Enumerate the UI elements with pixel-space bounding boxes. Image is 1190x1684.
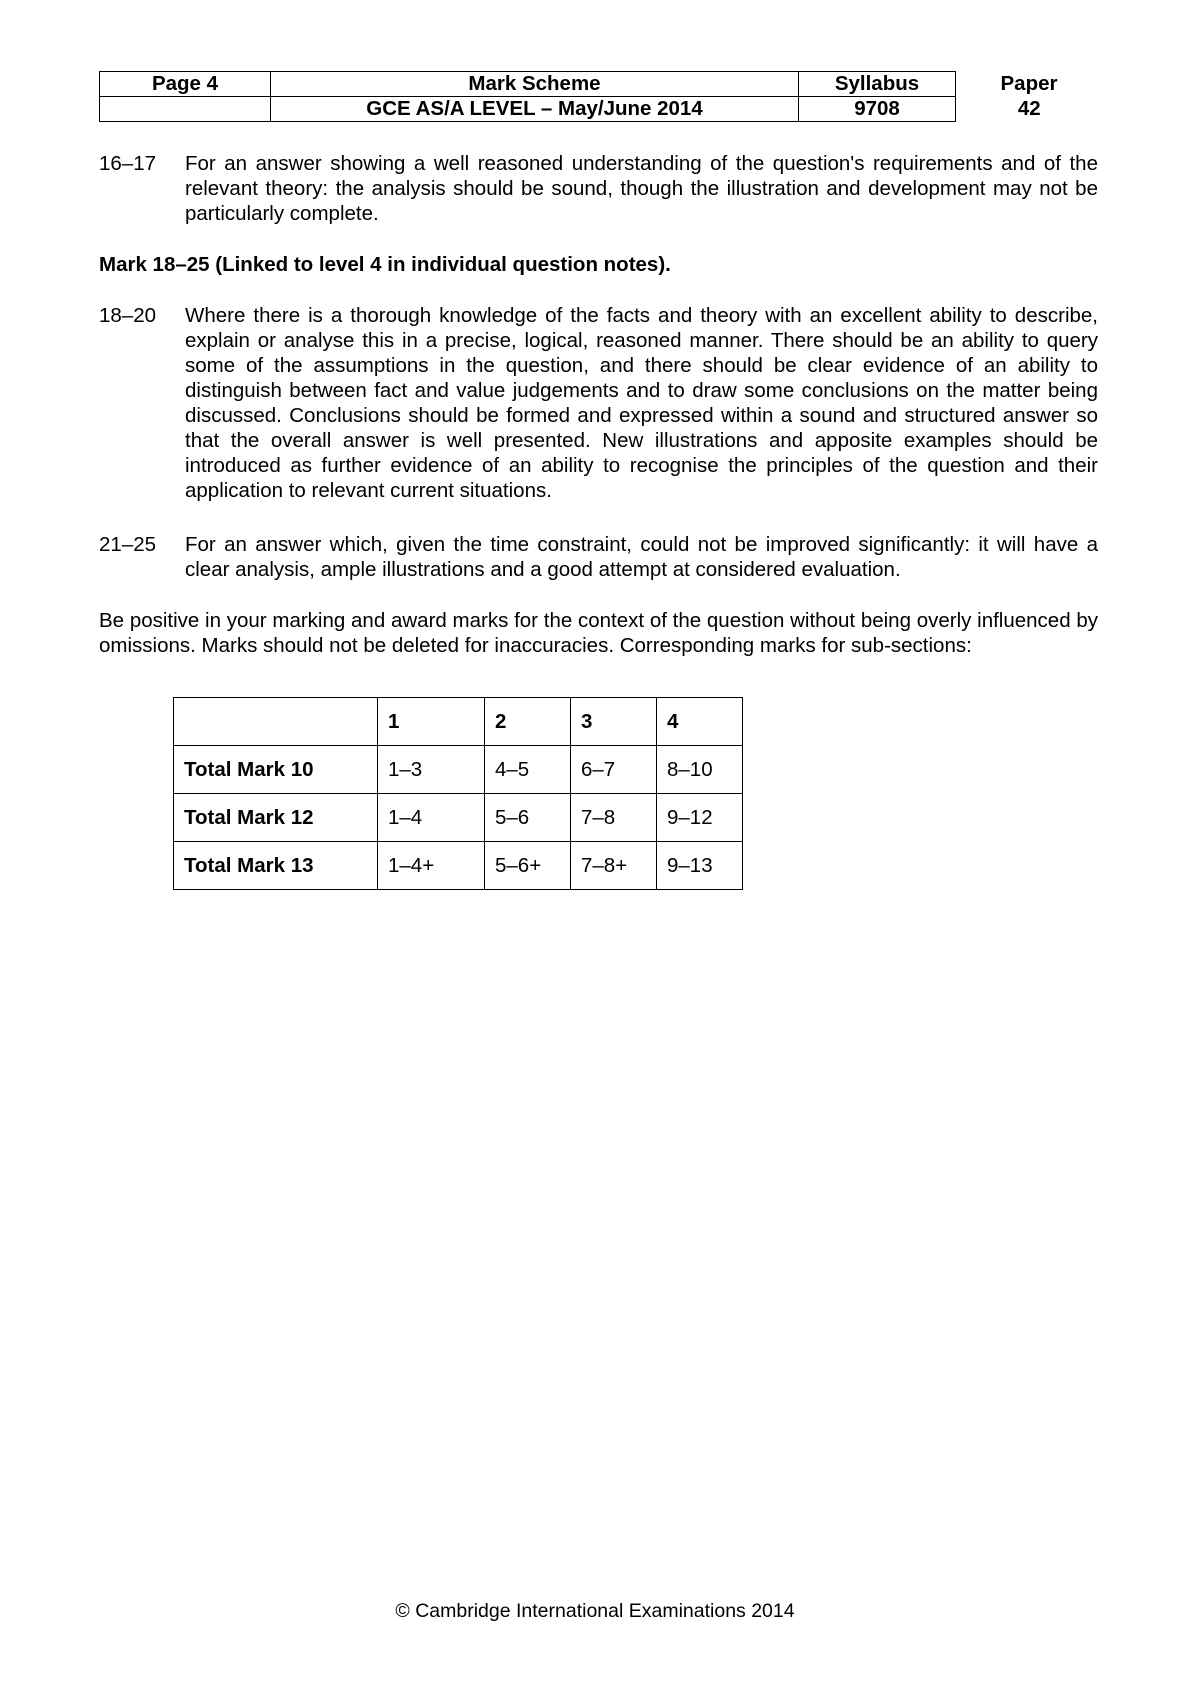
header-page: Page 4 bbox=[100, 72, 271, 97]
header-paper-number: 42 bbox=[1017, 97, 1041, 120]
table-cell: 5–6 bbox=[485, 794, 571, 842]
table-cell: 1–4+ bbox=[378, 842, 485, 890]
table-header-cell: 4 bbox=[657, 698, 743, 746]
row-label: Total Mark 13 bbox=[174, 842, 378, 890]
item-range: 18–20 bbox=[99, 304, 157, 327]
table-header-cell bbox=[174, 698, 378, 746]
table-cell: 6–7 bbox=[571, 746, 657, 794]
item-18-20 bbox=[99, 303, 1098, 503]
table-header-cell: 3 bbox=[571, 698, 657, 746]
row-label: Total Mark 10 bbox=[174, 746, 378, 794]
header-title: Mark Scheme bbox=[271, 72, 799, 97]
header-page-empty bbox=[100, 97, 271, 122]
marks-table bbox=[173, 697, 743, 890]
table-row bbox=[174, 842, 743, 890]
table-header-cell: 2 bbox=[485, 698, 571, 746]
header-syllabus-label: Syllabus bbox=[799, 72, 956, 97]
table-cell: 1–4 bbox=[378, 794, 485, 842]
header-syllabus-code: 9708 bbox=[799, 97, 956, 122]
table-cell: 1–3 bbox=[378, 746, 485, 794]
table-cell: 5–6+ bbox=[485, 842, 571, 890]
table-row bbox=[174, 794, 743, 842]
page-footer: © Cambridge International Examinations 2014 bbox=[395, 1600, 795, 1622]
item-text: Where there is a thorough knowledge of the facts and theory with an excellent ability to describe, explain or analyse this in a precise, logical, reasoned manner. There should be an ability to query some of the assumptions in the question, and there should be clear evidence of an ability to distinguish between fact and value judgements and to draw some conclusions on the matter being discussed. Conclusions should be formed and expressed within a sound and structured answer so that the overall answer is well presented. New illustrations and apposite examples should be introduced as further evidence of an ability to recognise the principles of the question and their application to relevant current situations. bbox=[185, 304, 1098, 502]
item-text: For an answer showing a well reasoned understanding of the question's requirements and of the relevant theory: the analysis should be sound, though the illustration and development may not be particularly complete. bbox=[185, 152, 1098, 225]
header-table bbox=[99, 71, 1103, 122]
item-text: For an answer which, given the time constraint, could not be improved significantly: it will have a clear analysis, ample illustrations and a good attempt at considered evaluation. bbox=[185, 533, 1098, 581]
table-header-cell: 1 bbox=[378, 698, 485, 746]
header-paper-label: Paper bbox=[1000, 72, 1058, 95]
row-label: Total Mark 12 bbox=[174, 794, 378, 842]
table-cell: 9–12 bbox=[657, 794, 743, 842]
table-cell: 8–10 bbox=[657, 746, 743, 794]
closing-paragraph: Be positive in your marking and award marks for the context of the question without being overly influenced by omissions. Marks should not be deleted for inaccuracies. Corresponding marks for sub-sections: bbox=[99, 609, 1098, 657]
item-21-25 bbox=[99, 532, 1098, 582]
header-subtitle: GCE AS/A LEVEL – May/June 2014 bbox=[271, 97, 799, 122]
table-row bbox=[174, 746, 743, 794]
table-cell: 7–8 bbox=[571, 794, 657, 842]
table-cell: 7–8+ bbox=[571, 842, 657, 890]
table-header-row bbox=[174, 698, 743, 746]
item-range: 21–25 bbox=[99, 533, 157, 556]
mark-heading: Mark 18–25 (Linked to level 4 in individual question notes). bbox=[99, 253, 671, 276]
table-cell: 4–5 bbox=[485, 746, 571, 794]
item-16-17 bbox=[99, 151, 1098, 226]
table-cell: 9–13 bbox=[657, 842, 743, 890]
item-range: 16–17 bbox=[99, 152, 157, 175]
